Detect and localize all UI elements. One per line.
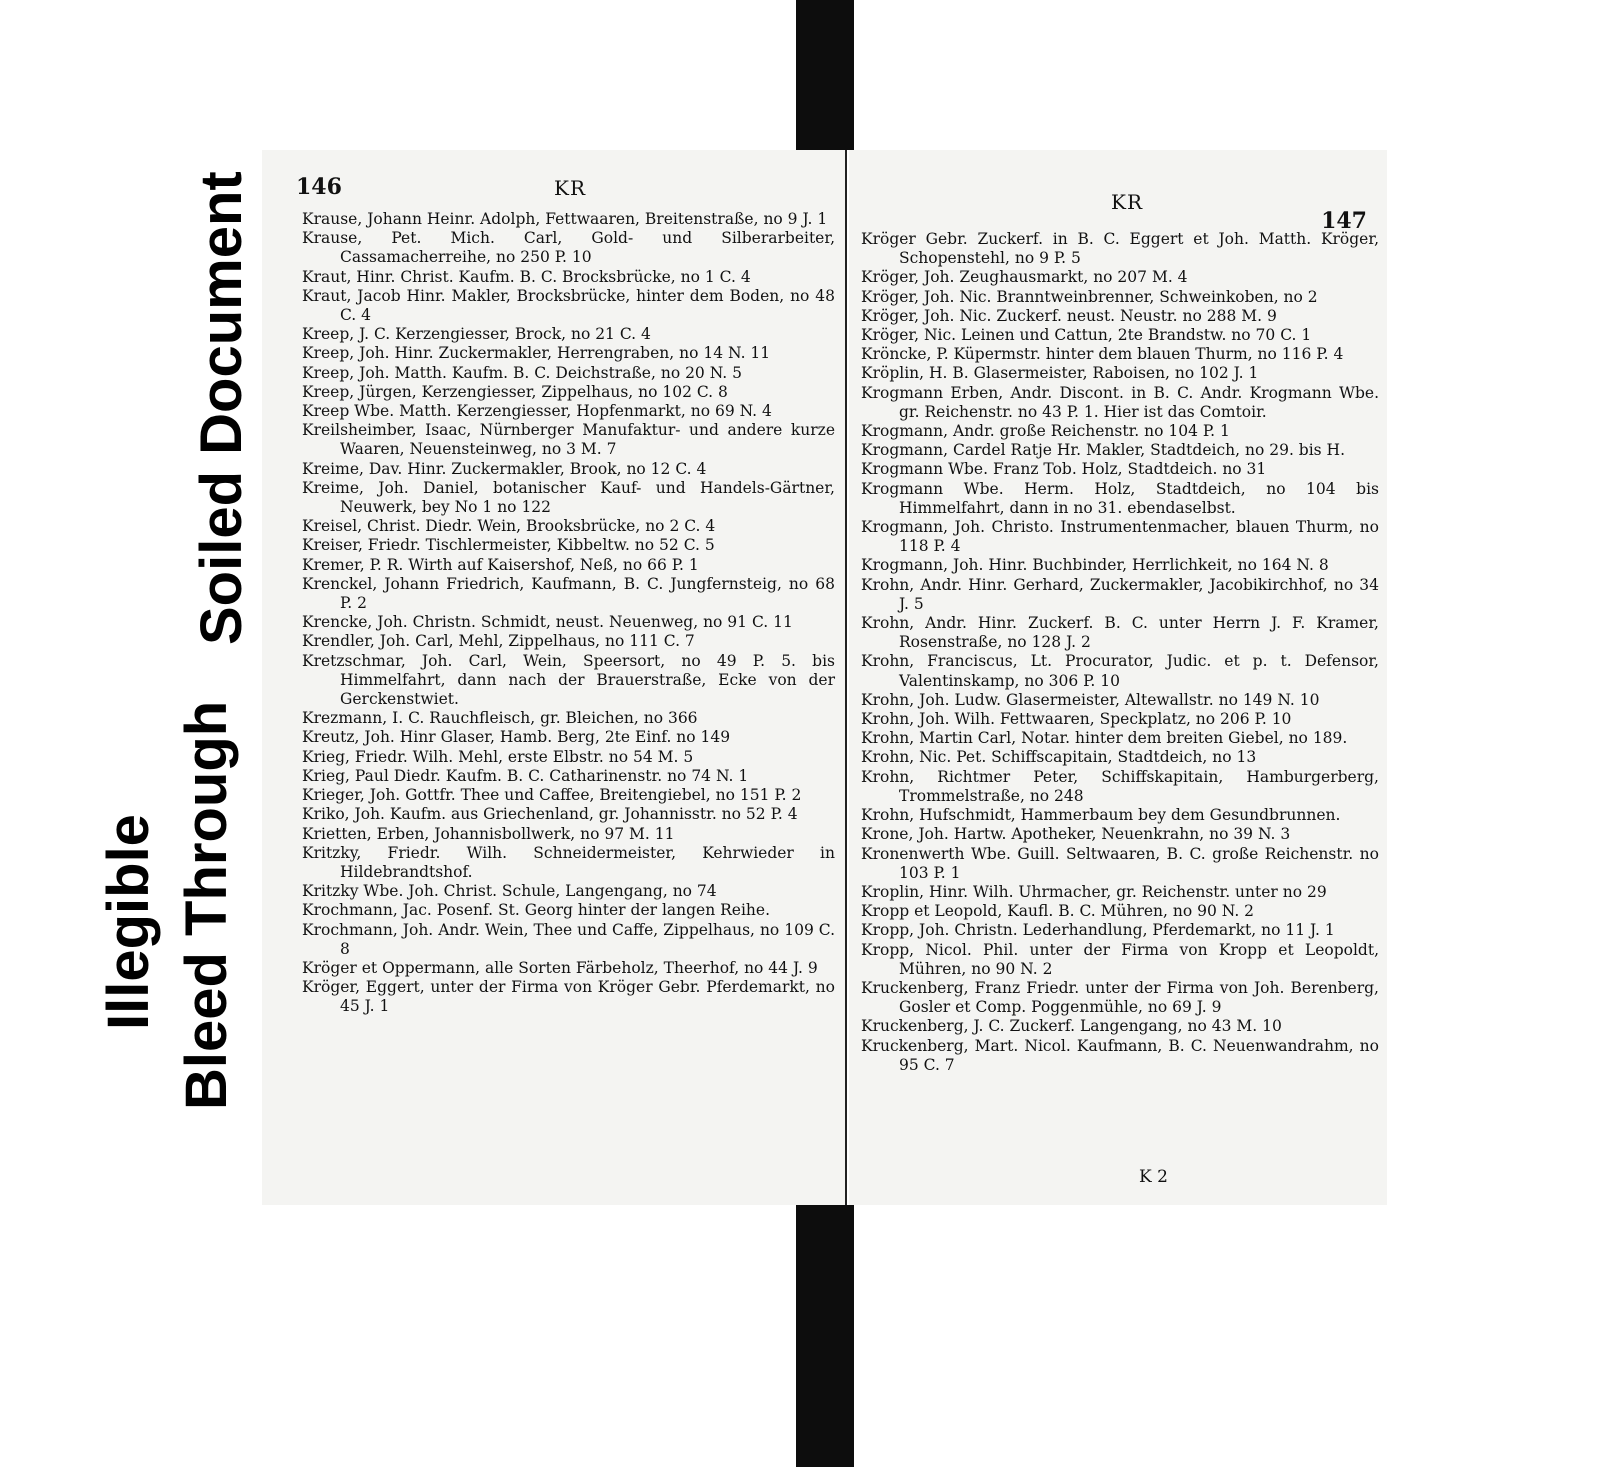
directory-entry: Krohn, Nic. Pet. Schiffscapitain, Stadtdeich, no 13 [861, 748, 1257, 767]
directory-entry: Kritzky Wbe. Joh. Christ. Schule, Langengang, no 74 [302, 882, 717, 901]
directory-entry: Kruckenberg, Franz Friedr. unter der Firma von Joh. Berenberg, Gosler et Comp. Poggenmühle, no 69 J. 9 [861, 978, 1379, 1017]
directory-entry: Krohn, Andr. Hinr. Gerhard, Zuckermakler, Jacobikirchhof, no 34 J. 5 [861, 575, 1379, 613]
directory-entry: Kreime, Dav. Hinr. Zuckermakler, Brook, no 12 C. 4 [302, 459, 707, 478]
right-section-heading: KR [1111, 190, 1143, 214]
directory-entry: Krogmann Wbe. Herm. Holz, Stadtdeich, no 104 bis Himmelfahrt, dann in no 31. ebendaselbst. [861, 479, 1379, 517]
directory-entry: Kroplin, Hinr. Wilh. Uhrmacher, gr. Reichenstr. unter no 29 [861, 882, 1327, 901]
directory-entry: Krogmann Wbe. Franz Tob. Holz, Stadtdeich. no 31 [861, 460, 1267, 479]
directory-entry: Kröger, Nic. Leinen und Cattun, 2te Brandstw. no 70 C. 1 [861, 326, 1312, 345]
directory-entry: Kreisel, Christ. Diedr. Wein, Brooksbrücke, no 2 C. 4 [302, 517, 716, 536]
right-page-header [861, 182, 1379, 234]
right-page-number: 147 [1321, 208, 1367, 234]
directory-entry: Krohn, Joh. Wilh. Fettwaaren, Speckplatz, no 206 P. 10 [861, 710, 1292, 729]
directory-entry: Kreep, Jürgen, Kerzengiesser, Zippelhaus, no 102 C. 8 [302, 382, 728, 401]
directory-entry: Kruckenberg, J. C. Zuckerf. Langengang, no 43 M. 10 [861, 1017, 1282, 1036]
directory-entry: Kröger, Joh. Nic. Zuckerf. neust. Neustr. no 288 M. 9 [861, 306, 1277, 325]
directory-entry: Kropp, Joh. Christn. Lederhandlung, Pferdemarkt, no 11 J. 1 [861, 921, 1335, 940]
directory-entry: Kraut, Jacob Hinr. Makler, Brocksbrücke, hinter dem Boden, no 48 C. 4 [302, 286, 835, 325]
left-page [262, 150, 847, 1205]
directory-entry: Kropp et Leopold, Kaufl. B. C. Mühren, no 90 N. 2 [861, 902, 1255, 921]
directory-entry: Krogmann Erben, Andr. Discont. in B. C. Andr. Krogmann Wbe. gr. Reichenstr. no 43 P. 1. Hier ist das Comtoir. [861, 383, 1379, 421]
directory-entry: Krezmann, I. C. Rauchfleisch, gr. Bleichen, no 366 [302, 709, 698, 728]
directory-entry: Kreep Wbe. Matth. Kerzengiesser, Hopfenmarkt, no 69 N. 4 [302, 402, 772, 421]
directory-entry: Kröger, Joh. Zeughausmarkt, no 207 M. 4 [861, 268, 1188, 287]
directory-entry: Kröger Gebr. Zuckerf. in B. C. Eggert et Joh. Matth. Kröger, Schopenstehl, no 9 P. 5 [861, 230, 1379, 268]
directory-entry: Kritzky, Friedr. Wilh. Schneidermeister, Kehrwieder in Hildebrandtshof. [302, 843, 835, 881]
left-entry-list [302, 210, 835, 1017]
directory-entry: Kropp, Nicol. Phil. unter der Firma von Kropp et Leopoldt, Mühren, no 90 N. 2 [861, 940, 1379, 978]
directory-entry: Kruckenberg, Mart. Nicol. Kaufmann, B. C. Neuenwandrahm, no 95 C. 7 [861, 1036, 1379, 1074]
directory-entry: Kröger, Joh. Nic. Branntweinbrenner, Schweinkoben, no 2 [861, 287, 1318, 306]
directory-entry: Krohn, Andr. Hinr. Zuckerf. B. C. unter Herrn J. F. Kramer, Rosenstraße, no 128 J. 2 [861, 614, 1379, 652]
directory-entry: Kretzschmar, Joh. Carl, Wein, Speersort, no 49 P. 5. bis Himmelfahrt, dann nach der Brauerstraße, Ecke von der Gerckenstwiet. [302, 651, 835, 709]
binding-gutter-bottom [796, 1205, 854, 1467]
directory-entry: Krochmann, Jac. Posenf. St. Georg hinter der langen Reihe. [302, 901, 771, 920]
directory-entry: Kremer, P. R. Wirth auf Kaisershof, Neß, no 66 P. 1 [302, 555, 699, 574]
left-page-number: 146 [296, 174, 342, 200]
directory-entry: Kreiser, Friedr. Tischlermeister, Kibbeltw. no 52 C. 5 [302, 536, 715, 555]
directory-entry: Kreime, Joh. Daniel, botanischer Kauf- und Handels-Gärtner, Neuwerk, bey No 1 no 122 [302, 478, 835, 517]
directory-entry: Krohn, Martin Carl, Notar. hinter dem breiten Giebel, no 189. [861, 729, 1348, 748]
directory-entry: Kreilsheimber, Isaac, Nürnberger Manufaktur- und andere kurze Waaren, Neuensteinweg, no 3 M. 7 [302, 421, 835, 459]
directory-entry: Krendler, Joh. Carl, Mehl, Zippelhaus, no 111 C. 7 [302, 632, 695, 651]
bleed-through-stamp: Bleed Through [174, 700, 239, 1110]
directory-entry: Krietten, Erben, Johannisbollwerk, no 97 M. 11 [302, 824, 675, 843]
directory-entry: Kronenwerth Wbe. Guill. Seltwaaren, B. C. große Reichenstr. no 103 P. 1 [861, 844, 1379, 882]
directory-entry: Kreep, Joh. Hinr. Zuckermakler, Herrengraben, no 14 N. 11 [302, 344, 771, 363]
binding-gutter-top [796, 0, 854, 150]
directory-entry: Krohn, Franciscus, Lt. Procurator, Judic. et p. t. Defensor, Valentinskamp, no 306 P. 10 [861, 652, 1379, 690]
directory-entry: Krieger, Joh. Gottfr. Thee und Caffee, Breitengiebel, no 151 P. 2 [302, 786, 802, 805]
soiled-document-stamp: Soiled Document [189, 171, 254, 645]
illegible-stamp: Illegible [96, 814, 161, 1030]
catchword: K 2 [1139, 1167, 1168, 1187]
directory-entry: Krieg, Friedr. Wilh. Mehl, erste Elbstr. no 54 M. 5 [302, 747, 694, 766]
directory-entry: Krohn, Joh. Ludw. Glasermeister, Altewallstr. no 149 N. 10 [861, 690, 1320, 709]
directory-entry: Kröger, Eggert, unter der Firma von Kröger Gebr. Pferdemarkt, no 45 J. 1 [302, 978, 835, 1016]
directory-entry: Kröplin, H. B. Glasermeister, Raboisen, no 102 J. 1 [861, 364, 1259, 383]
directory-entry: Krogmann, Andr. große Reichenstr. no 104 P. 1 [861, 422, 1230, 441]
directory-entry: Kreep, J. C. Kerzengiesser, Brock, no 21 C. 4 [302, 325, 651, 344]
directory-entry: Krause, Pet. Mich. Carl, Gold- und Silberarbeiter, Cassamacherreihe, no 250 P. 10 [302, 229, 835, 267]
directory-entry: Krone, Joh. Hartw. Apotheker, Neuenkrahn, no 39 N. 3 [861, 825, 1291, 844]
directory-entry: Krieg, Paul Diedr. Kaufm. B. C. Catharinenstr. no 74 N. 1 [302, 766, 749, 785]
directory-entry: Kröger et Oppermann, alle Sorten Färbeholz, Theerhof, no 44 J. 9 [302, 958, 818, 977]
left-page-header [296, 168, 835, 210]
directory-entry: Krogmann, Joh. Christo. Instrumentenmacher, blauen Thurm, no 118 P. 4 [861, 518, 1379, 556]
directory-entry: Krause, Johann Heinr. Adolph, Fettwaaren, Breitenstraße, no 9 J. 1 [302, 210, 828, 228]
left-section-heading: KR [554, 176, 586, 200]
right-page [849, 150, 1387, 1205]
directory-entry: Kreutz, Joh. Hinr Glaser, Hamb. Berg, 2te Einf. no 149 [302, 728, 731, 747]
directory-entry: Kreep, Joh. Matth. Kaufm. B. C. Deichstraße, no 20 N. 5 [302, 363, 743, 382]
directory-entry: Krencke, Joh. Christn. Schmidt, neust. Neuenweg, no 91 C. 11 [302, 613, 793, 632]
directory-entry: Krohn, Richtmer Peter, Schiffskapitain, Hamburgerberg, Trommelstraße, no 248 [861, 767, 1379, 805]
directory-entry: Krohn, Hufschmidt, Hammerbaum bey dem Gesundbrunnen. [861, 806, 1341, 825]
directory-entry: Krogmann, Joh. Hinr. Buchbinder, Herrlichkeit, no 164 N. 8 [861, 556, 1329, 575]
directory-entry: Krochmann, Joh. Andr. Wein, Thee und Caffe, Zippelhaus, no 109 C. 8 [302, 920, 835, 958]
directory-entry: Kröncke, P. Küpermstr. hinter dem blauen Thurm, no 116 P. 4 [861, 345, 1344, 364]
directory-entry: Krenckel, Johann Friedrich, Kaufmann, B. C. Jungfernsteig, no 68 P. 2 [302, 574, 835, 613]
directory-entry: Krogmann, Cardel Ratje Hr. Makler, Stadtdeich, no 29. bis H. [861, 441, 1345, 460]
right-entry-list [861, 230, 1379, 1075]
directory-entry: Kriko, Joh. Kaufm. aus Griechenland, gr. Johannisstr. no 52 P. 4 [302, 805, 798, 824]
directory-entry: Kraut, Hinr. Christ. Kaufm. B. C. Brocksbrücke, no 1 C. 4 [302, 267, 751, 286]
